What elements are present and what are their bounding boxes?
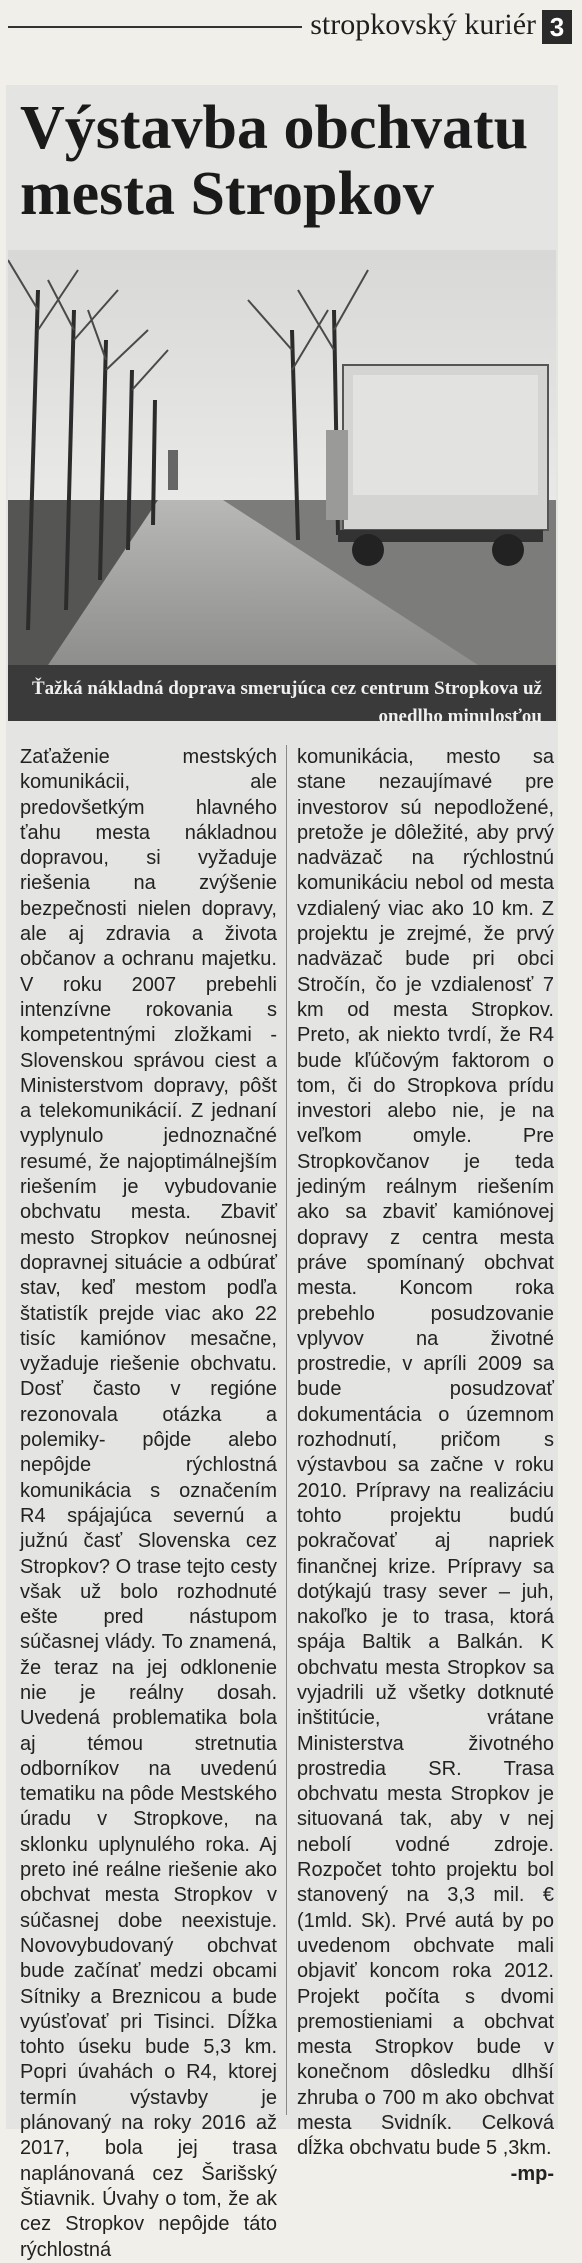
- road-photo: [8, 250, 556, 665]
- article-column-right: [297, 745, 554, 2187]
- photo-caption: Ťažká nákladná doprava smerujúca cez centrum Stropkova už onedlho minulosťou: [8, 665, 556, 721]
- page-number: 3: [542, 10, 572, 44]
- author-signature: -mp-: [510, 2162, 554, 2185]
- article-column-left: Zaťaženie mestských komunikácii, ale predovšetkým hlavného ťahu mesta nákladnou dopravou, si vyžaduje riešenia na zvýšenie bezpečnosti nielen dopravy, ale aj zdravia a života občanov a ochranu majetku. V roku 2007 prebehli intenzívne rokovania s kompetentnými zložkami - Slovenskou správou ciest a Ministerstvom dopravy, pôšt a telekomunikácií. Z jednaní vyplynulo jednoznačné resumé, že najoptimálnejším riešením je vybudovanie obchvatu mesta. Zbaviť mesto Stropkov neúnosnej dopravnej situácie a odbúrať stav, keď mestom podľa štatistík prejde viac ako 22 tisíc kamiónov mesačne, vyžaduje riešenie obchvatu. Dosť často v regióne rezonovala otázka a polemiky- pôjde alebo nepôjde rýchlostná komunikácia s označením R4 spájajúca severnú a južnú časť Slovenska cez Stropkov? O trase tejto cesty však už bolo rozhodnuté ešte pred nástupom súčasnej vlády. To znamená, že teraz na jej odklonenie nie je reálny dosah. Uvedená problematika bola aj témou stretnutia odborníkov na uvedenú tematiku na pôde Mestského úradu v Stropkove, na sklonku uplynulého roka. Aj preto iné reálne riešenie ako obchvat mesta Stropkov v súčasnej dobe neexistuje. Novovybudovaný obchvat bude začínať medzi obcami Sítniky a Breznicou a bude vyúsťovať pri Tisinci. Dĺžka tohto úseku bude 5,3 km. Popri úvahách o R4, ktorej termín výstavby je plánovaný na roky 2016 až 2017, bola jej trasa naplánovaná cez Šarišský Štiavnik. Úvahy o tom, že ak cez Stropkov nepôjde táto rýchlostná: [20, 746, 277, 2261]
- column-divider: [286, 745, 287, 2115]
- article-column-right-text: komunikácia, mesto sa stane nezaujímavé pre investorov sú nepodložené, pretože je dôležité, aby prvý nadväzač na rýchlostnú komunikáciu nebol od mesta vzdialený viac ako 10 km. Z projektu je zrejmé, že prvý nadväzač bude pri obci Stročín, čo je vzdialenosť 7 km od mesta Stropkov. Preto, ak niekto tvrdí, že R4 bude kľúčovým faktorom o tom, či do Stropkova prídu investori alebo nie, je na veľkom omyle. Pre Stropkovčanov je teda jediným reálnym riešením ako sa zbaviť kamiónovej dopravy z centra mesta práve spomínaný obchvat mesta. Koncom roka prebehlo posudzovanie vplyvov na životné prostredie, v apríli 2009 sa bude posudzovať dokumentácia o územnom rozhodnutí, pričom s výstavbou sa začne v roku 2010. Prípravy na realizáciu tohto projektu budú pokračovať aj napriek finančnej krize. Prípravy sa dotýkajú trasy sever – juh, nakoľko je to trasa, ktorá spája Baltik a Balkán. K obchvatu mesta Stropkov sa vyjadrili už všetky dotknuté inštitúcie, vrátane Ministerstva životného prostredia SR. Trasa obchvatu mesta Stropkov je situovaná tak, aby v nej nebolí vodné zdroje. Rozpočet tohto projektu bol stanovený na 3,3 mil. € (1mld. Sk). Prvé autá by po uvedenom obchvate mali objaviť koncom roka 2012. Projekt počíta s dvomi premostieniami a obchvat mesta Stropkov bude v konečnom dôsledku dlhší zhruba o 700 m ako obchvat mesta Svidník. Celková dĺžka obchvatu bude 5 ,3km.: [297, 746, 554, 2160]
- article-title: Výstavba obchvatu mesta Stropkov: [20, 94, 529, 228]
- article: [6, 85, 558, 2261]
- page-header: [0, 0, 582, 52]
- publication-name: stropkovský kuriér: [302, 8, 536, 42]
